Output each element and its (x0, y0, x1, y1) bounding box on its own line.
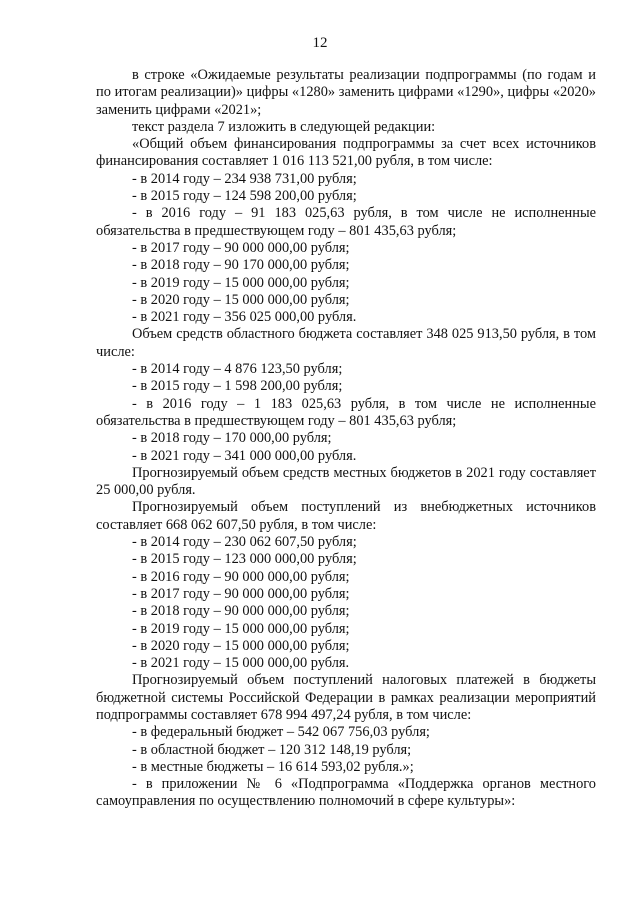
list-item-regional-2016: - в 2016 году – 1 183 025,63 рубля, в том числе не исполненные обязательства в предшествующем году – 801 435,63 рубля; (96, 395, 596, 429)
list-item-total-2014: - в 2014 году – 234 938 731,00 рубля; (132, 170, 357, 187)
document-body (96, 67, 596, 811)
list-item-extrabudgetary-2017: - в 2017 году – 90 000 000,00 рубля; (132, 585, 350, 602)
list-item-regional-2015: - в 2015 году – 1 598 200,00 рубля; (132, 378, 343, 395)
list-item-extrabudgetary-2019: - в 2019 году – 15 000 000,00 рубля; (132, 620, 350, 637)
list-item-tax-regional: - в областной бюджет – 120 312 148,19 рубля; (132, 741, 412, 758)
list-item-total-2019: - в 2019 году – 15 000 000,00 рубля; (132, 274, 350, 291)
list-item-total-2018: - в 2018 году – 90 170 000,00 рубля; (132, 257, 350, 274)
list-item-regional-2018: - в 2018 году – 170 000,00 рубля; (132, 430, 332, 447)
paragraph-appendix-6: - в приложении № 6 «Подпрограмма «Поддержка органов местного самоуправления по осуществлению полномочий в сфере культуры»: (96, 776, 596, 810)
list-item-extrabudgetary-2015: - в 2015 году – 123 000 000,00 рубля; (132, 551, 357, 568)
paragraph-extrabudgetary-sources: Прогнозируемый объем поступлений из внебюджетных источников составляет 668 062 607,50 рубля, в том числе: (96, 499, 596, 533)
paragraph-amend-expected-results: в строке «Ожидаемые результаты реализации подпрограммы (по годам и по итогам реализации)» цифры «1280» заменить цифрами «1290», цифры «2020» заменить цифрами «2021»; (96, 67, 596, 118)
list-item-total-2021: - в 2021 году – 356 025 000,00 рубля. (132, 309, 357, 326)
list-item-total-2015: - в 2015 году – 124 598 200,00 рубля; (132, 188, 357, 205)
paragraph-tax-revenues: Прогнозируемый объем поступлений налоговых платежей в бюджеты бюджетной системы Российской Федерации в рамках реализации мероприятий подпрограммы составляет 678 994 497,24 рубля, в том числе: (96, 672, 596, 723)
paragraph-section-7-intro: текст раздела 7 изложить в следующей редакции: (132, 118, 436, 135)
list-item-total-2020: - в 2020 году – 15 000 000,00 рубля; (132, 291, 350, 308)
list-item-extrabudgetary-2020: - в 2020 году – 15 000 000,00 рубля; (132, 637, 350, 654)
list-item-regional-2021: - в 2021 году – 341 000 000,00 рубля. (132, 447, 357, 464)
paragraph-regional-budget: Объем средств областного бюджета составляет 348 025 913,50 рубля, в том числе: (96, 326, 596, 360)
page-number: 12 (312, 35, 328, 51)
list-item-extrabudgetary-2014: - в 2014 году – 230 062 607,50 рубля; (132, 534, 357, 551)
list-item-tax-local: - в местные бюджеты – 16 614 593,02 рубля.»; (132, 758, 414, 775)
paragraph-total-financing: «Общий объем финансирования подпрограммы за счет всех источников финансирования составляет 1 016 113 521,00 рубля, в том числе: (96, 136, 596, 170)
list-item-extrabudgetary-2021: - в 2021 году – 15 000 000,00 рубля. (132, 655, 350, 672)
list-item-tax-federal: - в федеральный бюджет – 542 067 756,03 рубля; (132, 724, 430, 741)
list-item-total-2017: - в 2017 году – 90 000 000,00 рубля; (132, 239, 350, 256)
paragraph-local-budgets: Прогнозируемый объем средств местных бюджетов в 2021 году составляет 25 000,00 рубля. (96, 464, 596, 499)
list-item-regional-2014: - в 2014 году – 4 876 123,50 рубля; (132, 361, 343, 378)
list-item-total-2016: - в 2016 году – 91 183 025,63 рубля, в том числе не исполненные обязательства в предшествующем году – 801 435,63 рубля; (96, 205, 596, 239)
list-item-extrabudgetary-2016: - в 2016 году – 90 000 000,00 рубля; (132, 568, 350, 585)
list-item-extrabudgetary-2018: - в 2018 году – 90 000 000,00 рубля; (132, 603, 350, 620)
